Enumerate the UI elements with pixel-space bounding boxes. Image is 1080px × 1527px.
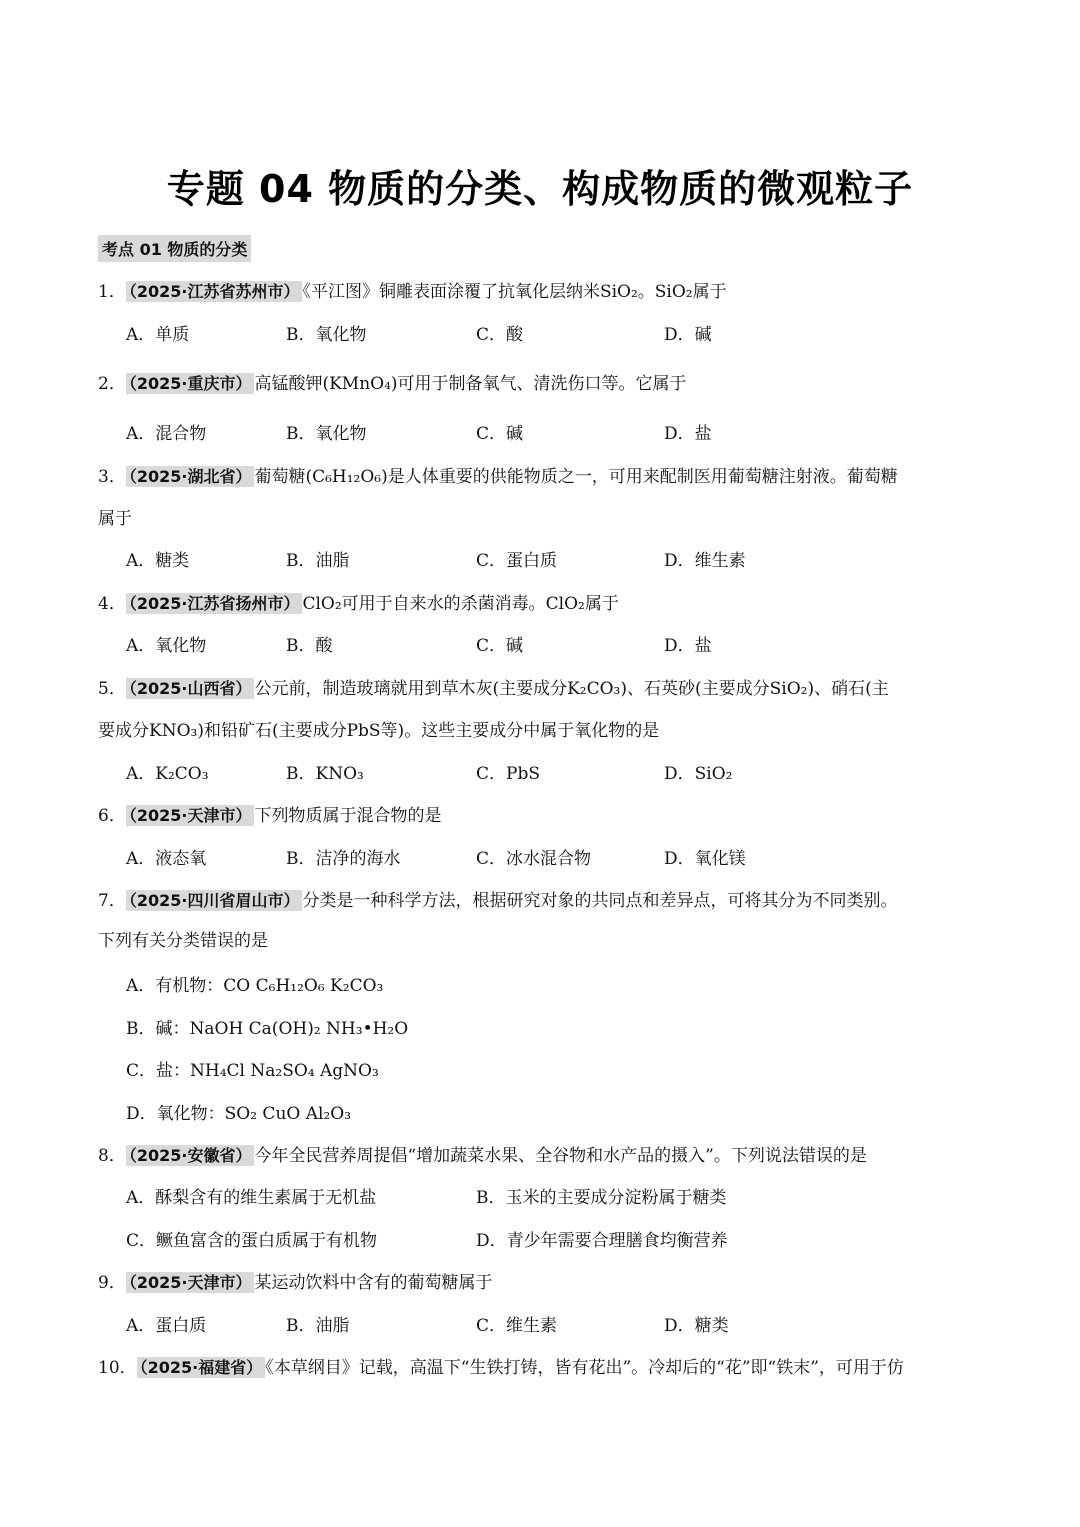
question-number: 4． — [98, 594, 126, 614]
source-tag: （2025·天津市） — [126, 1272, 255, 1293]
question-7-continued: 下列有关分类错误的是 — [98, 931, 268, 951]
source-tag: （2025·江苏省扬州市） — [126, 593, 303, 614]
option-c: C．蛋白质 — [476, 551, 558, 571]
option-b: B．油脂 — [286, 551, 350, 571]
source-tag: （2025·福建省） — [137, 1357, 266, 1378]
option-c: C．鳜鱼富含的蛋白质属于有机物 — [126, 1231, 378, 1251]
question-number: 8． — [98, 1146, 126, 1166]
question-text: ClO₂可用于自来水的杀菌消毒。ClO₂属于 — [302, 594, 619, 614]
question-number: 7． — [98, 891, 126, 911]
option-d: D．盐 — [664, 636, 712, 656]
option-d: D．SiO₂ — [664, 764, 733, 784]
source-tag: （2025·四川省眉山市） — [126, 890, 303, 911]
option-b: B．碱：NaOH Ca(OH)₂ NH₃•H₂O — [126, 1019, 409, 1039]
question-text: 公元前，制造玻璃就用到草木灰(主要成分K₂CO₃)、石英砂(主要成分SiO₂)、硝石(主 — [254, 679, 889, 699]
question-10 — [98, 1354, 998, 1382]
source-tag: （2025·安徽省） — [126, 1145, 255, 1166]
question-text: 葡萄糖(C₆H₁₂O₆)是人体重要的供能物质之一，可用来配制医用葡萄糖注射液。葡萄糖 — [254, 467, 898, 487]
question-text: 《平江图》铜雕表面涂覆了抗氧化层纳米SiO₂。SiO₂属于 — [302, 282, 727, 302]
option-d: D．氧化镁 — [664, 849, 746, 869]
page-title: 专题 04 物质的分类、构成物质的微观粒子 — [166, 167, 914, 211]
option-a: A．酥梨含有的维生素属于无机盐 — [126, 1188, 377, 1208]
question-8 — [98, 1142, 998, 1170]
source-tag: （2025·天津市） — [126, 805, 255, 826]
option-a: A．混合物 — [126, 424, 207, 444]
question-number: 10． — [98, 1358, 137, 1378]
option-c: C．碱 — [476, 424, 524, 444]
option-b: B．KNO₃ — [286, 764, 364, 784]
option-c: C．碱 — [476, 636, 524, 656]
question-4 — [98, 590, 998, 618]
question-3 — [98, 463, 998, 491]
option-a: A．糖类 — [126, 551, 190, 571]
option-c: C．酸 — [476, 325, 524, 345]
question-5-continued: 要成分KNO₃)和铅矿石(主要成分PbS等)。这些主要成分中属于氧化物的是 — [98, 721, 660, 741]
option-b: B．酸 — [286, 636, 333, 656]
option-d: D．糖类 — [664, 1316, 729, 1336]
option-a: A．氧化物 — [126, 636, 207, 656]
option-b: B．氧化物 — [286, 424, 367, 444]
question-text: 今年全民营养周提倡“增加蔬菜水果、全谷物和水产品的摄入”。下列说法错误的是 — [254, 1146, 867, 1166]
option-c: C．维生素 — [476, 1316, 558, 1336]
option-d: D．盐 — [664, 424, 712, 444]
section-heading: 考点 01 物质的分类 — [98, 235, 251, 262]
option-b: B．玉米的主要成分淀粉属于糖类 — [476, 1188, 727, 1208]
option-a: A．蛋白质 — [126, 1316, 207, 1336]
option-d: D．青少年需要合理膳食均衡营养 — [476, 1231, 728, 1251]
source-tag: （2025·江苏省苏州市） — [126, 281, 303, 302]
question-1 — [98, 278, 998, 306]
option-a: A．有机物：CO C₆H₁₂O₆ K₂CO₃ — [126, 976, 384, 996]
question-text: 《本草纲目》记载，高温下“生铁打铸，皆有花出”。冷却后的“花”即“铁末”，可用于仿 — [265, 1358, 904, 1378]
question-6 — [98, 802, 998, 830]
option-d: D．碱 — [664, 325, 712, 345]
question-5 — [98, 675, 998, 703]
source-tag: （2025·湖北省） — [126, 466, 255, 487]
question-text: 某运动饮料中含有的葡萄糖属于 — [254, 1273, 493, 1293]
option-b: B．氧化物 — [286, 325, 367, 345]
option-b: B．油脂 — [286, 1316, 350, 1336]
question-7 — [98, 887, 998, 915]
question-3-continued: 属于 — [98, 509, 132, 529]
option-d: D．氧化物：SO₂ CuO Al₂O₃ — [126, 1104, 352, 1124]
question-number: 3． — [98, 467, 126, 487]
question-text: 分类是一种科学方法，根据研究对象的共同点和差异点，可将其分为不同类别。 — [302, 891, 898, 911]
question-text: 下列物质属于混合物的是 — [254, 806, 442, 826]
option-c: C．PbS — [476, 764, 540, 784]
source-tag: （2025·山西省） — [126, 678, 255, 699]
question-9 — [98, 1269, 998, 1297]
question-number: 5． — [98, 679, 126, 699]
option-a: A．K₂CO₃ — [126, 764, 209, 784]
option-c: C．冰水混合物 — [476, 849, 592, 869]
question-text: 高锰酸钾(KMnO₄)可用于制备氧气、清洗伤口等。它属于 — [254, 374, 687, 394]
option-b: B．洁净的海水 — [286, 849, 401, 869]
question-number: 9． — [98, 1273, 126, 1293]
source-tag: （2025·重庆市） — [126, 373, 255, 394]
question-number: 6． — [98, 806, 126, 826]
option-a: A．液态氧 — [126, 849, 207, 869]
question-number: 2． — [98, 374, 126, 394]
question-2 — [98, 370, 998, 398]
option-a: A．单质 — [126, 325, 190, 345]
question-number: 1． — [98, 282, 126, 302]
option-d: D．维生素 — [664, 551, 746, 571]
option-c: C．盐：NH₄Cl Na₂SO₄ AgNO₃ — [126, 1061, 379, 1081]
